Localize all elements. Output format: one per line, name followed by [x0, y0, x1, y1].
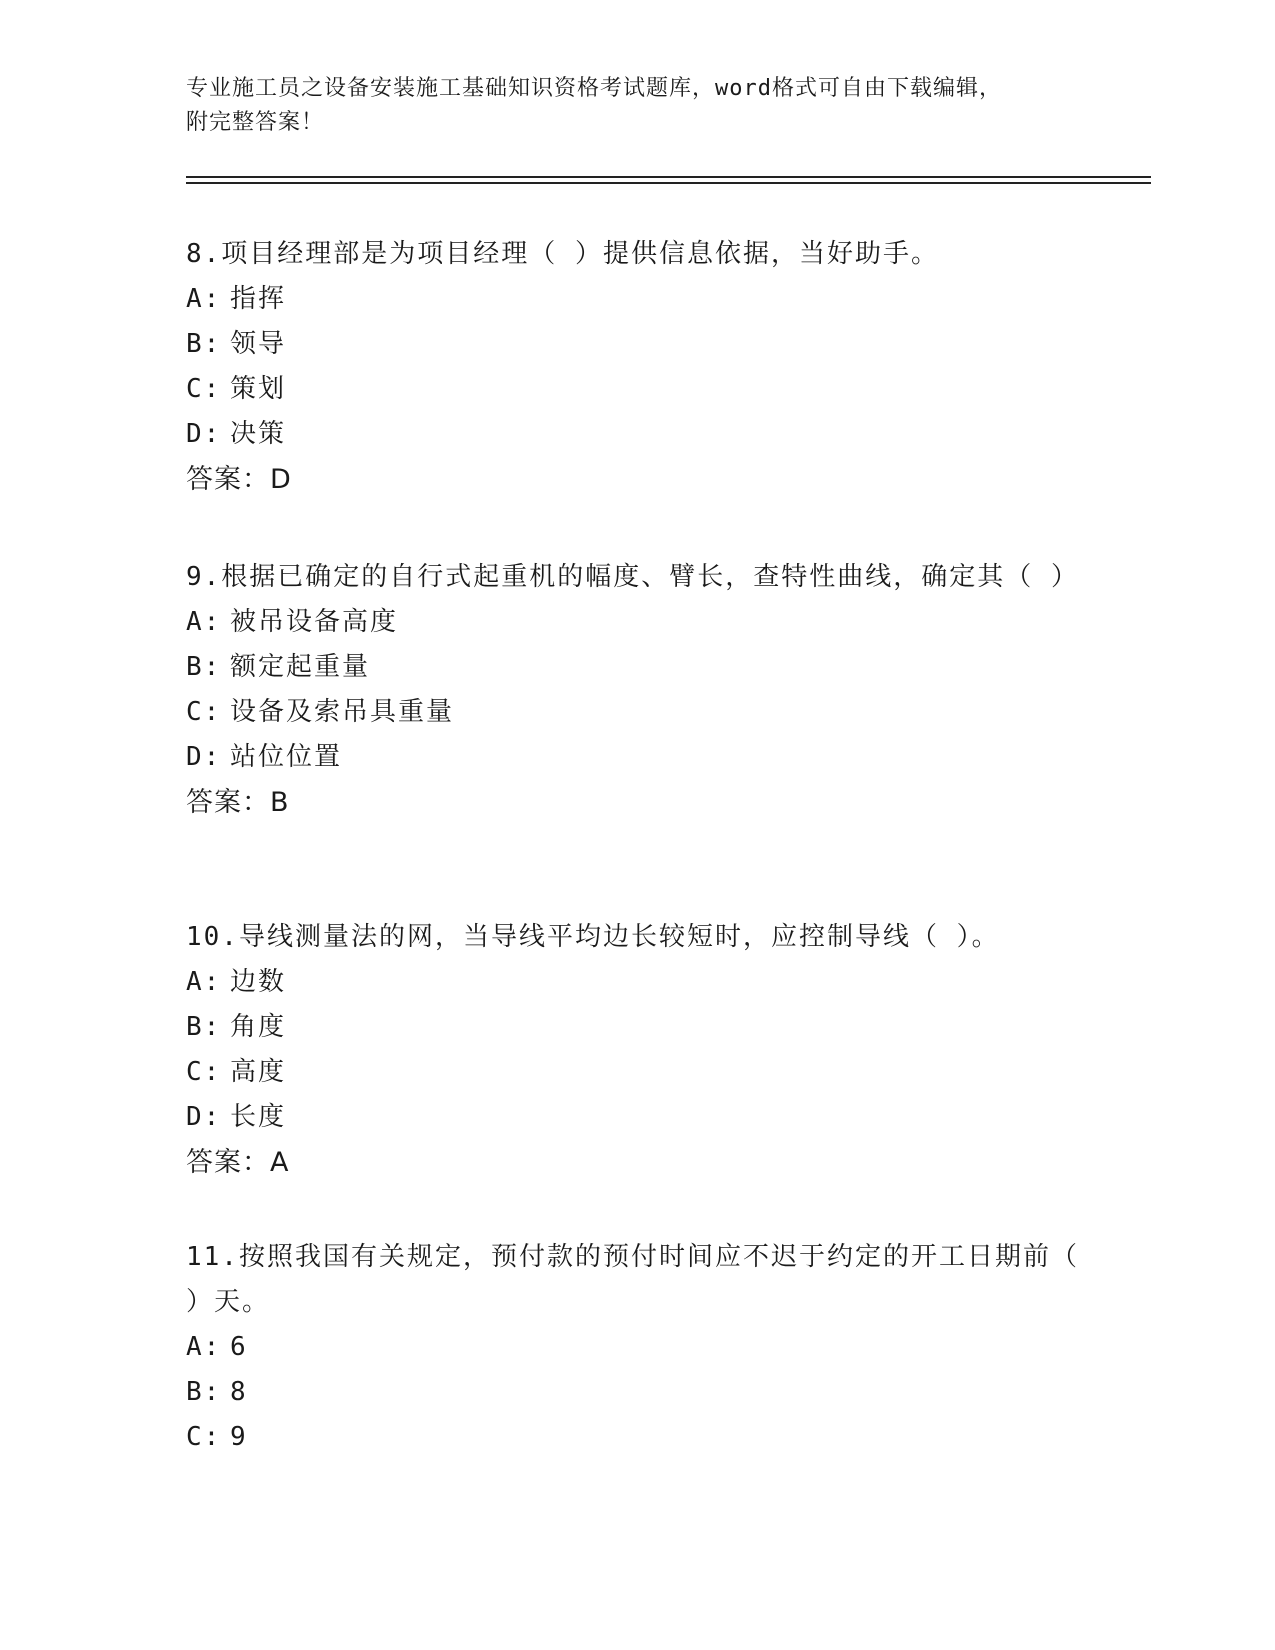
- option-letter: D:: [186, 1102, 222, 1132]
- option-b: [186, 1005, 1086, 1050]
- option-text: 9: [230, 1422, 248, 1452]
- question-text: 9.根据已确定的自行式起重机的幅度、臂长，查特性曲线，确定其（ ）: [186, 562, 1079, 592]
- option-letter: A:: [186, 607, 222, 637]
- option-text: 策划: [230, 374, 287, 404]
- question-8: [186, 232, 1086, 503]
- question-9: [186, 555, 1086, 826]
- option-letter: A:: [186, 967, 222, 997]
- option-letter: A:: [186, 284, 222, 314]
- option-b: [186, 645, 1086, 690]
- option-a: [186, 1325, 1086, 1370]
- answer-text: 答案：D: [186, 464, 292, 495]
- option-text: 边数: [230, 967, 287, 997]
- question-11: [186, 1235, 1086, 1460]
- answer-text: 答案：A: [186, 1147, 290, 1178]
- option-letter: A:: [186, 1332, 222, 1362]
- option-d: [186, 735, 1086, 780]
- header-line-1: 专业施工员之设备安装施工基础知识资格考试题库，word格式可自由下载编辑，: [186, 76, 1002, 101]
- option-letter: D:: [186, 742, 222, 772]
- option-text: 站位位置: [230, 742, 343, 772]
- option-text: 长度: [230, 1102, 287, 1132]
- option-a: [186, 960, 1086, 1005]
- option-a: [186, 600, 1086, 645]
- option-letter: B:: [186, 329, 222, 359]
- option-text: 领导: [230, 329, 287, 359]
- option-letter: C:: [186, 1422, 222, 1452]
- question-text: 11.按照我国有关规定，预付款的预付时间应不迟于约定的开工日期前（ ）天。: [186, 1242, 1079, 1317]
- option-c: [186, 1415, 1086, 1460]
- answer-text: 答案：B: [186, 787, 290, 818]
- option-letter: B:: [186, 1012, 222, 1042]
- option-d: [186, 1095, 1086, 1140]
- option-c: [186, 690, 1086, 735]
- option-letter: B:: [186, 1377, 222, 1407]
- document-header: [186, 72, 1086, 140]
- option-letter: D:: [186, 419, 222, 449]
- header-line-2: 附完整答案！: [186, 110, 325, 135]
- option-text: 8: [230, 1377, 248, 1407]
- option-text: 高度: [230, 1057, 287, 1087]
- question-text: 10.导线测量法的网，当导线平均边长较短时，应控制导线（ ）。: [186, 922, 1000, 952]
- option-text: 决策: [230, 419, 287, 449]
- question-10: [186, 915, 1086, 1186]
- option-letter: C:: [186, 697, 222, 727]
- header-divider-top: [186, 176, 1151, 178]
- option-a: [186, 277, 1086, 322]
- option-d: [186, 412, 1086, 457]
- option-letter: B:: [186, 652, 222, 682]
- option-letter: C:: [186, 374, 222, 404]
- option-letter: C:: [186, 1057, 222, 1087]
- question-text: 8.项目经理部是为项目经理（ ）提供信息依据，当好助手。: [186, 239, 939, 269]
- option-b: [186, 322, 1086, 367]
- option-text: 6: [230, 1332, 248, 1362]
- option-text: 额定起重量: [230, 652, 371, 682]
- option-text: 设备及索吊具重量: [230, 697, 455, 727]
- header-divider-bottom: [186, 182, 1151, 184]
- option-c: [186, 367, 1086, 412]
- option-c: [186, 1050, 1086, 1095]
- option-text: 角度: [230, 1012, 287, 1042]
- option-text: 被吊设备高度: [230, 607, 399, 637]
- option-text: 指挥: [230, 284, 287, 314]
- option-b: [186, 1370, 1086, 1415]
